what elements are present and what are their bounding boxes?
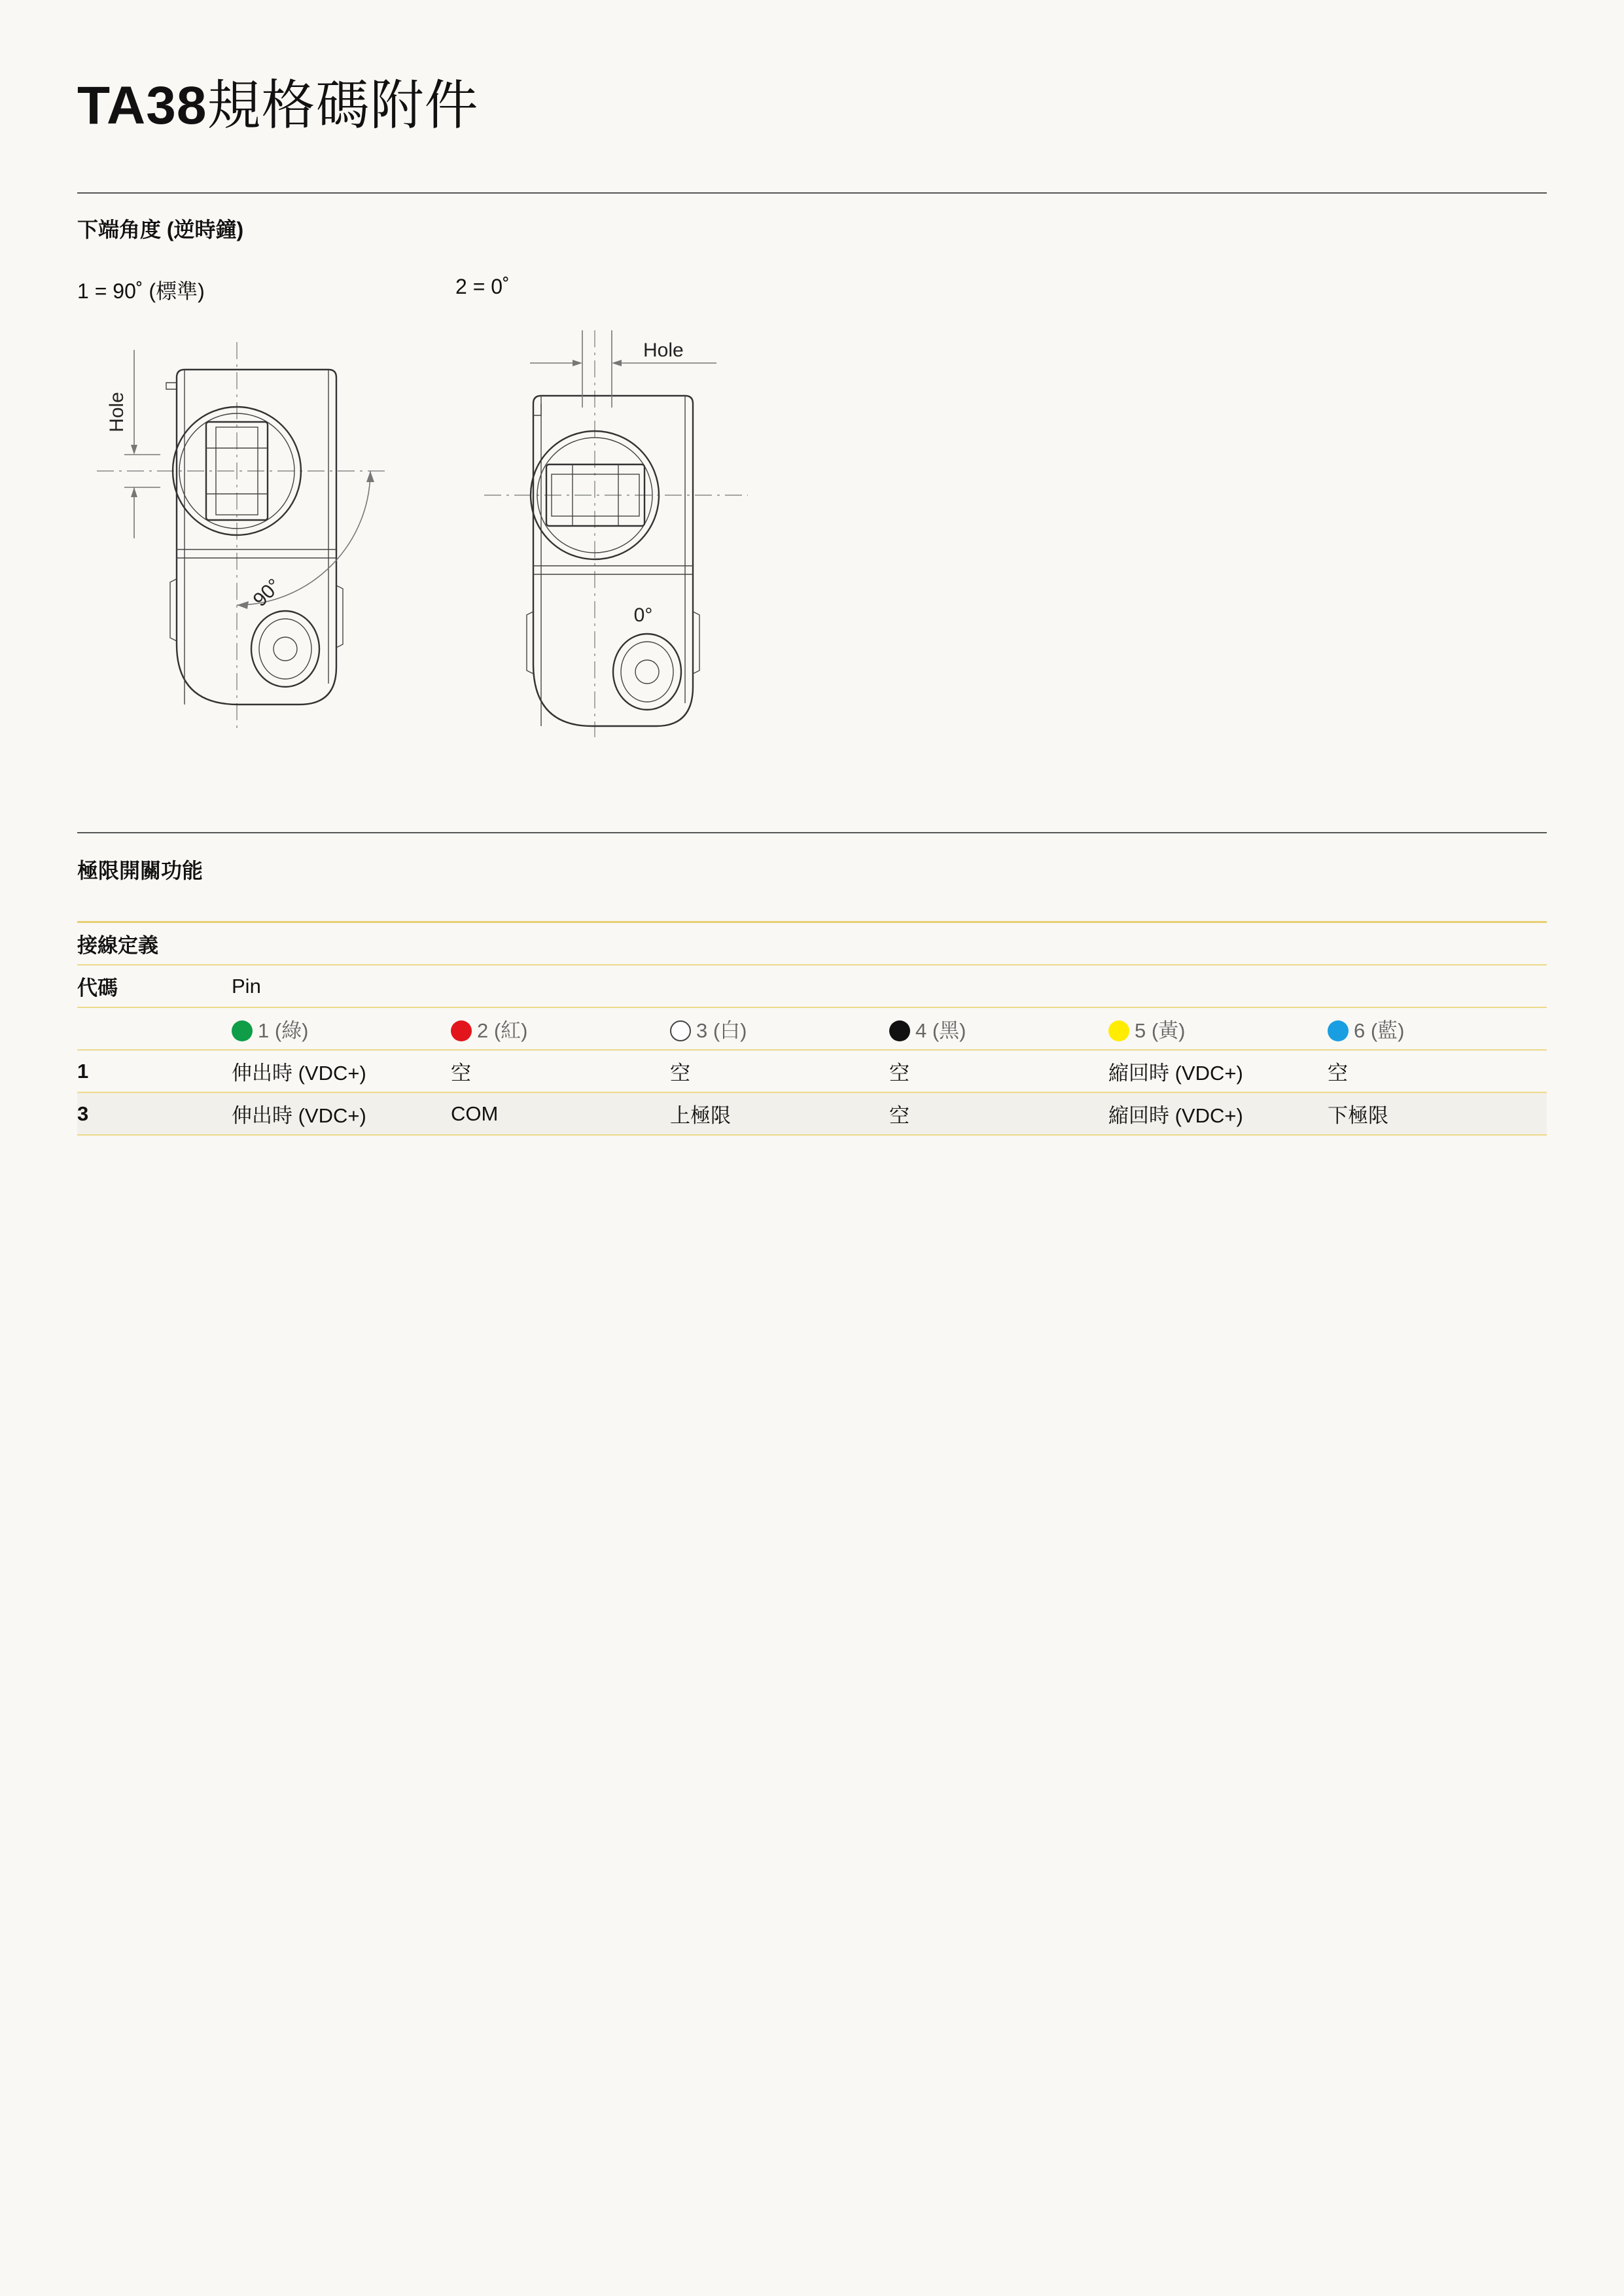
table-cell: 空	[889, 1050, 1108, 1092]
black-dot-icon	[889, 1020, 910, 1041]
table-cell: 空	[670, 1050, 889, 1092]
row-code: 1	[77, 1050, 232, 1092]
table-cell: 空	[1328, 1050, 1547, 1092]
option-label-0: 2 = 0˚	[455, 275, 510, 298]
table-cell: COM	[451, 1092, 670, 1135]
table-cell: 縮回時 (VDC+)	[1108, 1050, 1328, 1092]
table-row	[77, 1092, 1547, 1135]
section-divider	[77, 832, 1547, 833]
row-code: 3	[77, 1092, 232, 1135]
title-text: 規格碼附件	[207, 76, 479, 135]
pin-5: 5 (黃)	[1108, 1007, 1328, 1050]
angle-label-0: 0°	[633, 604, 653, 626]
title-model: TA38	[77, 76, 207, 135]
hole-label-90: Hole	[106, 392, 128, 432]
section-divider	[77, 192, 1547, 194]
pin-6: 6 (藍)	[1328, 1007, 1547, 1050]
table-cell: 空	[451, 1050, 670, 1092]
table-cell: 伸出時 (VDC+)	[232, 1050, 451, 1092]
pin-4: 4 (黑)	[889, 1007, 1108, 1050]
green-dot-icon	[232, 1020, 253, 1041]
table-cell: 縮回時 (VDC+)	[1108, 1092, 1328, 1135]
angle-label-90: 90°	[249, 574, 285, 611]
section-heading-limit-switch: 極限開關功能	[77, 859, 203, 882]
page-title	[77, 63, 478, 139]
section-heading-angle: 下端角度 (逆時鐘)	[77, 218, 244, 241]
pin-color-row	[77, 1007, 1547, 1050]
hole-label-0: Hole	[643, 339, 684, 361]
table-caption-row	[77, 922, 1547, 965]
table-cell: 上極限	[670, 1092, 889, 1135]
pin-3: 3 (白)	[670, 1007, 889, 1050]
code-header: 代碼	[77, 965, 232, 1007]
drawing-0-degree	[481, 330, 762, 739]
table-caption: 接線定義	[77, 922, 1547, 965]
blue-dot-icon	[1328, 1020, 1349, 1041]
red-dot-icon	[451, 1020, 472, 1041]
pin-header: Pin	[232, 965, 1547, 1007]
wiring-table	[77, 921, 1547, 1136]
table-cell: 空	[889, 1092, 1108, 1135]
pin-2: 2 (紅)	[451, 1007, 670, 1050]
table-cell: 伸出時 (VDC+)	[232, 1092, 451, 1135]
table-cell: 下極限	[1328, 1092, 1547, 1135]
yellow-dot-icon	[1108, 1020, 1129, 1041]
pin-1: 1 (綠)	[232, 1007, 451, 1050]
option-label-90: 1 = 90˚ (標準)	[77, 279, 205, 303]
drawing-90-degree	[92, 330, 393, 739]
table-row	[77, 1050, 1547, 1092]
table-header-row	[77, 965, 1547, 1007]
white-dot-icon	[670, 1020, 691, 1041]
